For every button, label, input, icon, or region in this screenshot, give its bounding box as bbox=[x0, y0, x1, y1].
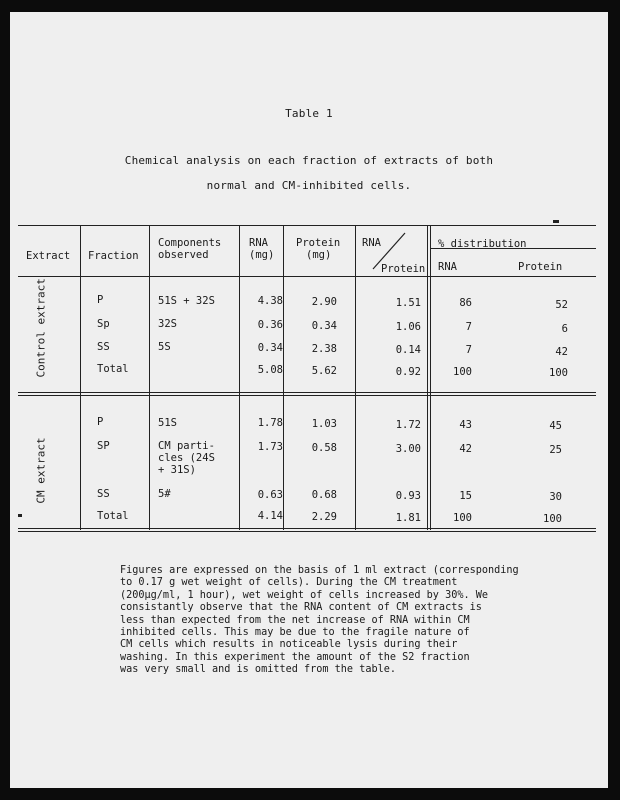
header-distribution: % distribution bbox=[438, 238, 527, 250]
protein-cell: 2.29 bbox=[311, 511, 337, 523]
dist-rna-cell: 7 bbox=[465, 344, 472, 356]
column-rule bbox=[80, 225, 81, 530]
rna-cell: 4.38 bbox=[257, 295, 283, 307]
column-rule bbox=[149, 225, 150, 530]
column-rule bbox=[239, 225, 240, 530]
header-fraction: Fraction bbox=[88, 250, 139, 262]
footnote-line: Figures are expressed on the basis of 1 ml extract (corresponding bbox=[120, 565, 519, 576]
fraction-cell: SS bbox=[97, 488, 110, 500]
rna-cell: 5.08 bbox=[257, 364, 283, 376]
dist-protein-cell: 100 bbox=[543, 513, 562, 525]
rna-cell: 0.36 bbox=[257, 319, 283, 331]
column-rule bbox=[283, 225, 284, 530]
fraction-cell: SS bbox=[97, 341, 110, 353]
ink-mark bbox=[553, 220, 559, 223]
header-protein-line2: (mg) bbox=[306, 249, 332, 261]
ratio-cell: 0.14 bbox=[395, 344, 421, 356]
rna-cell: 1.78 bbox=[257, 417, 283, 429]
group-label-control: Control extract bbox=[34, 278, 48, 378]
components-cell-line2: cles (24S bbox=[158, 452, 215, 464]
document-page bbox=[10, 12, 608, 788]
components-cell-line1: CM parti- bbox=[158, 440, 215, 452]
footnote-line: less than expected from the net increase of RNA within CM bbox=[120, 614, 470, 626]
footnote-line: was very small and is omitted from the table. bbox=[120, 664, 397, 676]
dist-rna-cell: 43 bbox=[459, 419, 472, 431]
group-label-cm: CM extract bbox=[34, 437, 48, 504]
rna-cell: 4.14 bbox=[257, 510, 283, 522]
dist-rna-cell: 42 bbox=[459, 443, 472, 455]
footnote-line: (200µg/ml, 1 hour), wet weight of cells increased by 30%. We bbox=[120, 589, 489, 601]
components-cell: 5# bbox=[158, 488, 171, 500]
protein-cell: 0.68 bbox=[311, 489, 337, 501]
group-separator bbox=[18, 392, 596, 396]
footnote-line: inhibited cells. This may be due to the fragile nature of bbox=[120, 627, 470, 639]
footnote-line: consistantly observe that the RNA content of CM extracts is bbox=[120, 602, 482, 614]
column-rule bbox=[430, 225, 431, 530]
fraction-cell: P bbox=[97, 416, 104, 428]
header-bottom-rule bbox=[18, 276, 596, 277]
rna-cell: 1.73 bbox=[257, 441, 283, 453]
header-components-line1: Components bbox=[158, 237, 222, 249]
dist-protein-cell: 100 bbox=[549, 367, 568, 379]
footnote-line: CM cells which results in noticeable lysis during their bbox=[120, 639, 458, 651]
components-cell: 51S bbox=[158, 417, 177, 429]
ratio-cell: 0.93 bbox=[395, 490, 421, 502]
dist-rna-cell: 15 bbox=[459, 490, 472, 502]
fraction-cell: SP bbox=[97, 440, 110, 452]
ratio-cell: 0.92 bbox=[395, 366, 421, 378]
ratio-cell: 1.51 bbox=[395, 297, 421, 309]
rna-cell: 0.34 bbox=[257, 342, 283, 354]
protein-cell: 2.38 bbox=[311, 343, 337, 355]
fraction-cell: Total bbox=[97, 363, 129, 375]
dist-protein-cell: 25 bbox=[549, 444, 562, 456]
caption-line-1: Chemical analysis on each fraction of extracts of both bbox=[124, 154, 494, 167]
components-cell: 51S + 32S bbox=[158, 295, 215, 307]
ink-mark bbox=[18, 514, 22, 517]
dist-rna-cell: 7 bbox=[465, 321, 472, 333]
footnote-line: to 0.17 g wet weight of cells). During the CM treatment bbox=[120, 577, 458, 589]
header-rna-line2: (mg) bbox=[249, 249, 275, 261]
header-rna-line1: RNA bbox=[249, 237, 268, 249]
components-cell: 32S bbox=[158, 318, 177, 330]
dist-rna-cell: 100 bbox=[453, 366, 472, 378]
fraction-cell: Sp bbox=[97, 318, 110, 330]
protein-cell: 0.58 bbox=[311, 442, 337, 454]
header-dist-protein: Protein bbox=[518, 261, 563, 273]
fraction-cell: Total bbox=[97, 510, 129, 522]
header-components-line2: observed bbox=[158, 249, 209, 261]
table-bottom-rule bbox=[18, 528, 596, 532]
table-title: Table 1 bbox=[285, 107, 333, 120]
dist-protein-cell: 30 bbox=[549, 491, 562, 503]
header-ratio-denominator: Protein bbox=[381, 263, 426, 275]
protein-cell: 5.62 bbox=[311, 365, 337, 377]
ratio-cell: 1.72 bbox=[395, 419, 421, 431]
table-top-rule bbox=[18, 225, 596, 226]
dist-protein-cell: 6 bbox=[561, 323, 568, 335]
protein-cell: 1.03 bbox=[311, 418, 337, 430]
ratio-cell: 1.81 bbox=[395, 512, 421, 524]
dist-protein-cell: 42 bbox=[555, 346, 568, 358]
components-cell-line3: + 31S) bbox=[158, 464, 196, 476]
header-extract: Extract bbox=[26, 250, 71, 262]
header-dist-rna: RNA bbox=[438, 261, 457, 273]
caption-line-2: normal and CM-inhibited cells. bbox=[206, 179, 412, 192]
components-cell: 5S bbox=[158, 341, 171, 353]
dist-rna-cell: 100 bbox=[453, 512, 472, 524]
dist-rna-cell: 86 bbox=[459, 297, 472, 309]
fraction-cell: P bbox=[97, 294, 104, 306]
table-footnote bbox=[120, 565, 590, 677]
rna-cell: 0.63 bbox=[257, 489, 283, 501]
protein-cell: 2.90 bbox=[311, 296, 337, 308]
dist-protein-cell: 45 bbox=[549, 420, 562, 432]
ratio-cell: 1.06 bbox=[395, 321, 421, 333]
dist-protein-cell: 52 bbox=[555, 299, 568, 311]
header-protein-line1: Protein bbox=[296, 237, 341, 249]
header-ratio-numerator: RNA bbox=[362, 237, 381, 249]
ratio-cell: 3.00 bbox=[395, 443, 421, 455]
footnote-line: washing. In this experiment the amount of the S2 fraction bbox=[120, 651, 470, 663]
protein-cell: 0.34 bbox=[311, 320, 337, 332]
